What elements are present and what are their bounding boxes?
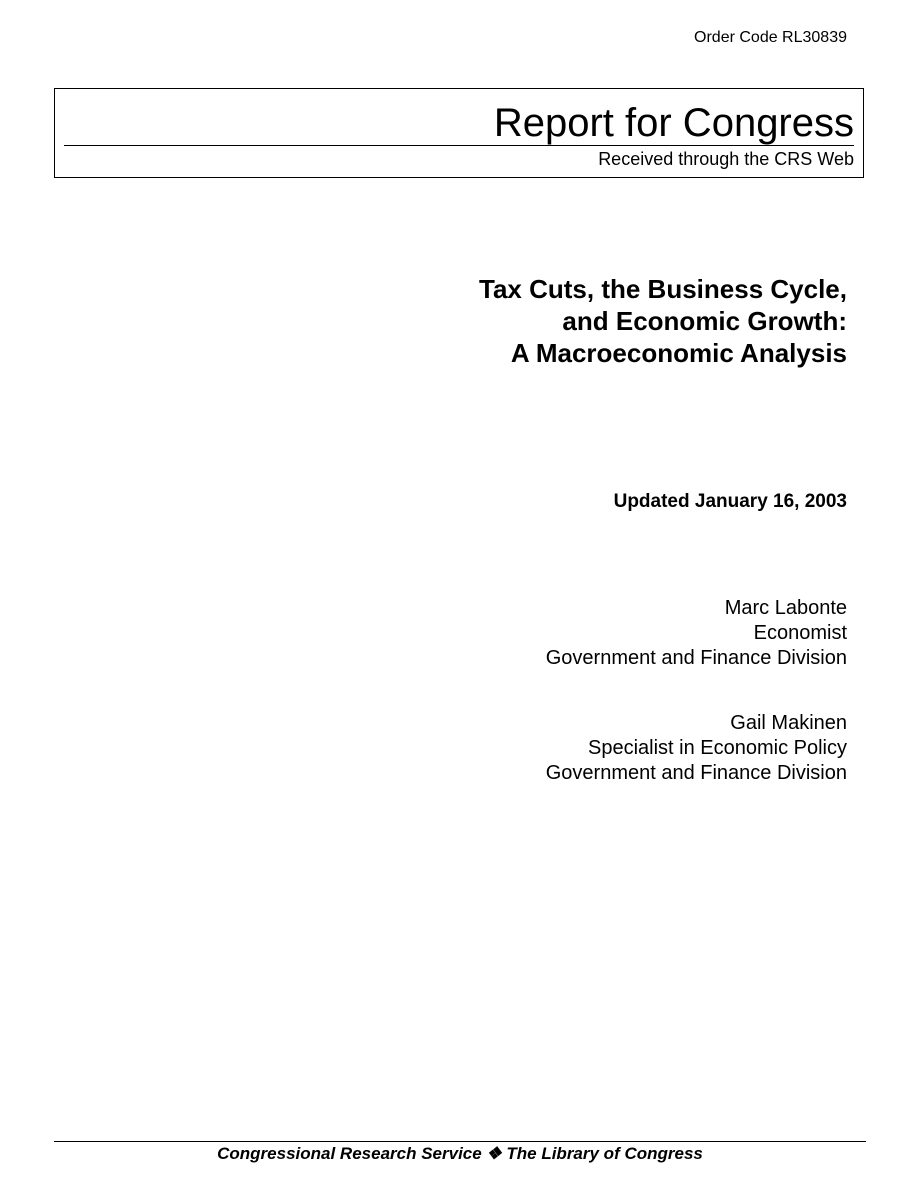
document-title-line-1: Tax Cuts, the Business Cycle, — [479, 274, 847, 304]
author-position: Specialist in Economic Policy — [588, 737, 847, 759]
report-for-congress-box — [54, 88, 864, 178]
footer-divider — [54, 1141, 866, 1142]
report-title: Report for Congress — [493, 101, 854, 145]
updated-date: Updated January 16, 2003 — [613, 491, 847, 512]
author-block — [546, 596, 847, 671]
document-title — [479, 273, 847, 369]
report-divider — [64, 145, 854, 146]
footer-text: Congressional Research Service ❖ The Library of Congress — [217, 1144, 703, 1163]
author-division: Government and Finance Division — [545, 762, 847, 784]
order-code: Order Code RL30839 — [694, 29, 847, 46]
document-title-line-2: and Economic Growth: — [562, 306, 847, 336]
author-position: Economist — [753, 622, 847, 644]
author-name: Gail Makinen — [730, 712, 847, 734]
author-block — [546, 711, 847, 786]
document-title-line-3: A Macroeconomic Analysis — [510, 338, 847, 368]
author-name: Marc Labonte — [724, 597, 847, 619]
author-division: Government and Finance Division — [545, 647, 847, 669]
report-subtitle: Received through the CRS Web — [598, 149, 854, 169]
